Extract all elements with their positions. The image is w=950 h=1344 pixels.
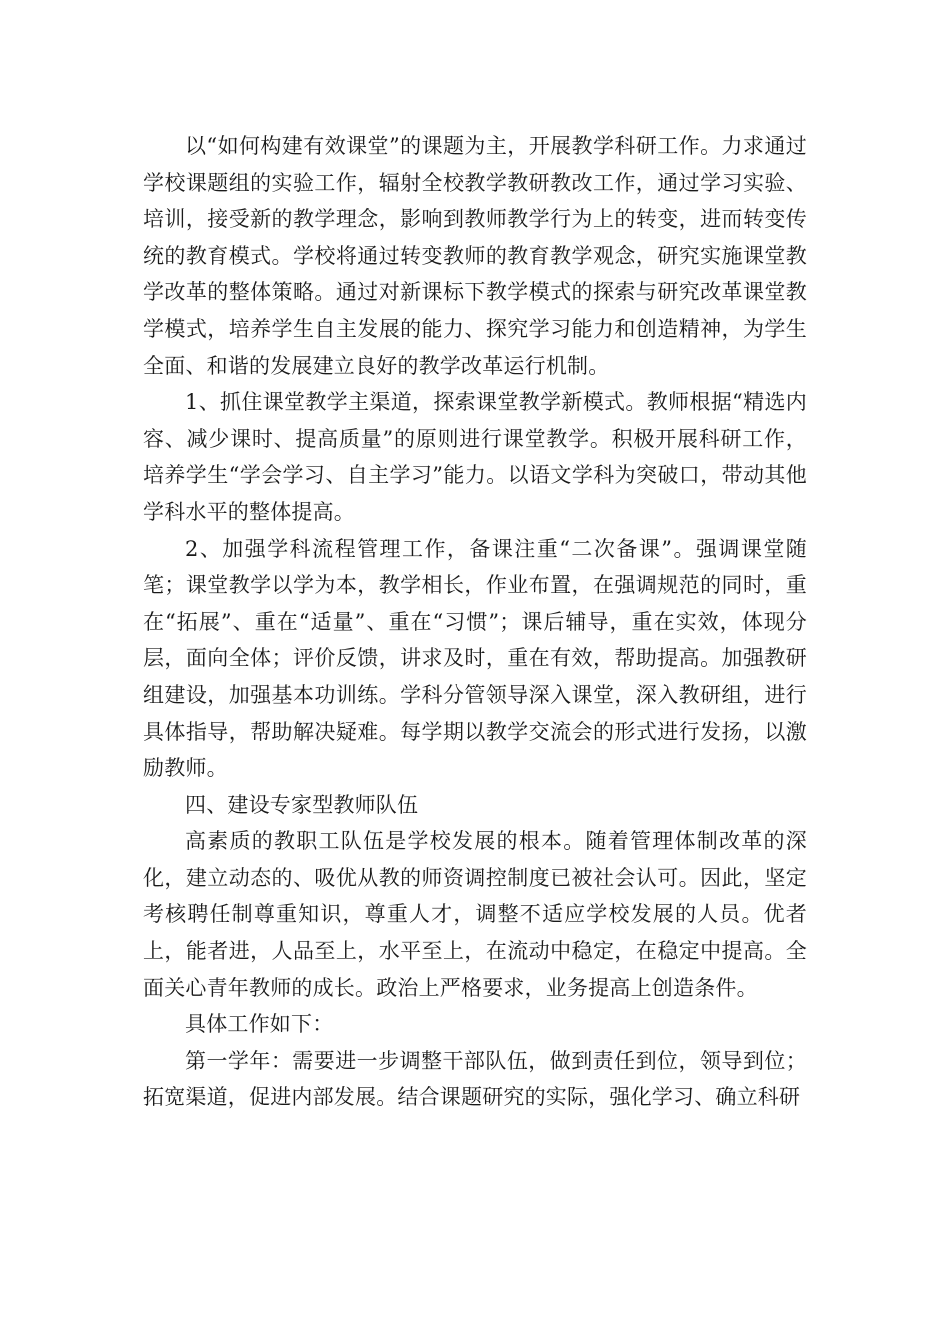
section-heading-four: 四、建设专家型教师队伍 [185, 792, 419, 817]
paragraph-teacher-team: 高素质的教职工队伍是学校发展的根本。随着管理体制改革的深化，建立动态的、吸优从教的师资调控制度已被社会认可。因此，坚定考核聘任制尊重知识，尊重人才，调整不适应学校发展的人员。优者上，能者进，人品至上，水平至上，在流动中稳定，在稳定中提高。全面关心青年教师的成长。政治上严格要求，业务提高上创造条件。 [143, 829, 807, 1000]
paragraph-item-2: 2、加强学科流程管理工作，备课注重“二次备课”。强调课堂随笔；课堂教学以学为本，教学相长，作业布置，在强调规范的同时，重在“拓展”、重在“适量”、重在“习惯”；课后辅导，重在实效，体现分层，面向全体；评价反馈，讲求及时，重在有效，帮助提高。加强教研组建设，加强基本功训练。学科分管领导深入课堂，深入教研组，进行具体指导，帮助解决疑难。每学期以教学交流会的形式进行发扬，以激励教师。 [143, 536, 807, 781]
document-page [143, 128, 807, 1116]
paragraph-first-year: 第一学年：需要进一步调整干部队伍，做到责任到位，领导到位；拓宽渠道，促进内部发展。结合课题研究的实际，强化学习、确立科研 [143, 1048, 807, 1110]
paragraph-specific-work: 具体工作如下： [185, 1012, 334, 1037]
paragraph-effective-classroom: 以“如何构建有效课堂”的课题为主，开展教学科研工作。力求通过学校课题组的实验工作，辐射全校教学教研教改工作，通过学习实验、培训，接受新的教学理念，影响到教师教学行为上的转变，进而转变传统的教育模式。学校将通过转变教师的教育教学观念，研究实施课堂教学改革的整体策略。通过对新课标下教学模式的探索与研究改革课堂教学模式，培养学生自主发展的能力、探究学习能力和创造精神，为学生全面、和谐的发展建立良好的教学改革运行机制。 [143, 134, 807, 378]
paragraph-item-1: 1、抓住课堂教学主渠道，探索课堂教学新模式。教师根据“精选内容、减少课时、提高质量”的原则进行课堂教学。积极开展科研工作，培养学生“学会学习、自主学习”能力。以语文学科为突破口，带动其他学科水平的整体提高。 [143, 390, 807, 524]
